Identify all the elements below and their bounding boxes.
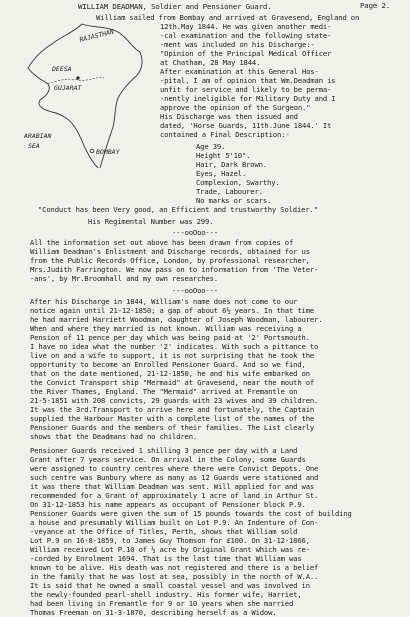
text-line: Lot P.9 on 16-8-1859, to James Guy Thomson for £100. On 31-12-1866, [30,536,310,545]
text-line: After his Discharge in 1844, William's name does not come to our [30,297,298,306]
description-item: Age 39. [196,142,226,151]
text-line: His Discharge was then issued and [160,112,298,121]
map-label-gujarat: GUJARAT [54,84,82,92]
text-line: On 31-12-1853 his name appears as occupant of Pensioner block P.9. [30,500,306,509]
map-label-sea: SEA [28,142,40,150]
text-line: "Opinion of the Principal Medical Officer [160,49,332,58]
text-line: contained a Final Description:- [160,130,290,139]
text-line: It was the 3rd.Transport to arrive here and fortunately, the Captain [30,405,315,414]
text-line: in the family that he was lost at sea, possibly in the north of W.A.. [30,572,319,581]
text-line: All the information set out above has been drawn from copies of [30,238,294,247]
text-line: William Deadman's Enlistment and Discharge records, obtained for us [30,247,310,256]
text-line: Pensioner Guards received 1 shilling 3 pence per day with a Land [30,446,298,455]
text-line: Mrs.Judith Farrington. We now pass on to information from 'The Veter- [30,265,319,274]
separator: ---ooOoo--- [172,228,218,237]
final-description [196,142,280,205]
text-line: 12th.May 1844. He was given another medi- [160,22,332,31]
text-line: the Convict Transport ship "Mermaid" at Gravesend, near the mouth of [30,378,315,387]
text-line: -ment was included on his Discharge:- [160,40,315,49]
description-item: Trade, Labourer. [196,187,263,196]
text-line: it was there that William Deadman was sent. Will applied for and was [30,482,315,491]
text-line: William sailed from Bombay and arrived at Gravesend, England on [96,13,360,22]
text-line: William received Lot P.10 of ½ acre by Original Grant which was re- [30,545,310,554]
map-label-rajasthan: RAJASTHAN [78,27,115,44]
text-line: a house and presumably William built on Lot P.9. An Indenture of Con- [30,518,319,527]
text-line: Pensioner Guards were given the sum of 15 pounds towards the cost of building [30,509,352,518]
map-label-deesa: DEESA [52,65,72,73]
deesa-marker [76,76,79,79]
text-line: dated, 'Horse Guards, 11th.June 1844.' It [160,121,332,130]
text-line: that on the date mentioned, 21-12-1850, he and his wife embarked on [30,369,310,378]
text-line: the newly-founded pearl-shell industry. His former wife, Harriet, [30,590,302,599]
text-line: he had married Harriett Woodman, daughter of Joseph Woodman, labourer. [30,315,323,324]
text-line: -pital, I am of opinion that Wm.Deadman is [160,76,336,85]
description-item: Hair, Dark Brown. [196,160,268,169]
medical-paragraph [160,22,335,139]
text-line: known to be alive. His death was not registered and there is a belief [30,563,319,572]
sources-paragraph [30,238,318,283]
description-item: Height 5'10". [196,151,251,160]
text-line: I have no idea what the number '2' indicates. With such a pittance to [30,342,319,351]
text-line: When and where they married is not known. William was receiving a [30,324,302,333]
separator: ---ooOoo--- [172,286,218,295]
text-line: shows that the Deadmans had no children. [30,432,198,441]
text-line: It is said that he owned a small coastal vessel and was involved in [30,581,310,590]
text-line: -nently ineligible for Military Duty and I [160,94,336,103]
text-line: Pensioner Guards and the members of their families. The List clearly [30,423,315,432]
text-line: had been living in Fremantle for 9 or 10 years when she married [30,599,294,608]
text-line: opportunity to become an Enrolled Pensioner Guard. And so we find, [30,360,306,369]
text-line: at Chatham, 28 May 1844. [160,58,261,67]
map-label-bombay: BOMBAY [96,148,120,156]
description-item: Eyes, Hazel. [196,169,247,178]
text-line: the River Thames, England. The "Mermaid" arrived at Fremantle on [30,387,298,396]
conduct-quote: "Conduct has been Very good, an Efficient and trustworthy Soldier." [38,205,318,214]
document-title: WILLIAM DEADMAN, Soldier and Pensioner Guard. [78,2,272,11]
text-line: Grant after 7 years service. On arrival in the Colony, some Guards [30,455,306,464]
pensioner-guards-paragraph [30,446,352,617]
text-line: live on and a wife to support, it is not surprising that he took the [30,351,315,360]
map-label-arabian: ARABIAN [24,132,52,140]
text-line: supplied the Harbour Master with a complete list of the names of the [30,414,315,423]
text-line: approve the opinion of the Surgeon." [160,103,311,112]
text-line: Thomas Freeman on 31-3-1870, describing herself as a Widow. [30,608,277,617]
text-line: from the Public Records Office, London, by professional researcher, [30,256,310,265]
text-line: After examination at this General Hos- [160,67,319,76]
description-item: Complexion, Swarthy. [196,178,280,187]
text-line: -corded by Enrolment 1694. That is the last time that William was [30,554,302,563]
text-line: -ans', by Mr.Broomhall and my own researches. [30,274,218,283]
page-number: Page 2. [360,1,391,10]
bombay-marker [90,149,94,153]
text-line: such centre was Bunbury where as many as 12 Guards were stationed and [30,473,319,482]
text-line: unfit for service and likely to be perma- [160,85,332,94]
text-line: recommended for a Grant of approximately 1 acre of land in Arthur St. [30,491,319,500]
text-line: -veyance at the Office of Titles, Perth, shows that William sold [30,527,298,536]
after-discharge-paragraph [30,297,322,441]
text-line: notice again until 21-12-1850; a gap of about 6½ years. In that time [30,306,315,315]
text-line: were assigned to country centres where there were Convict Depots. One [30,464,319,473]
description-item: No marks or scars. [196,196,272,205]
text-line: 21-5-1851 with 208 convicts, 29 guards with 23 wives and 39 children. [30,396,319,405]
regimental-number: His Regimental Number was 299. [88,217,214,226]
text-line: -cal examination and the following state- [160,31,332,40]
text-line: Pension of 11 pence per day which was being paid at '2' Portsmouth. [30,333,310,342]
india-map [22,18,154,170]
